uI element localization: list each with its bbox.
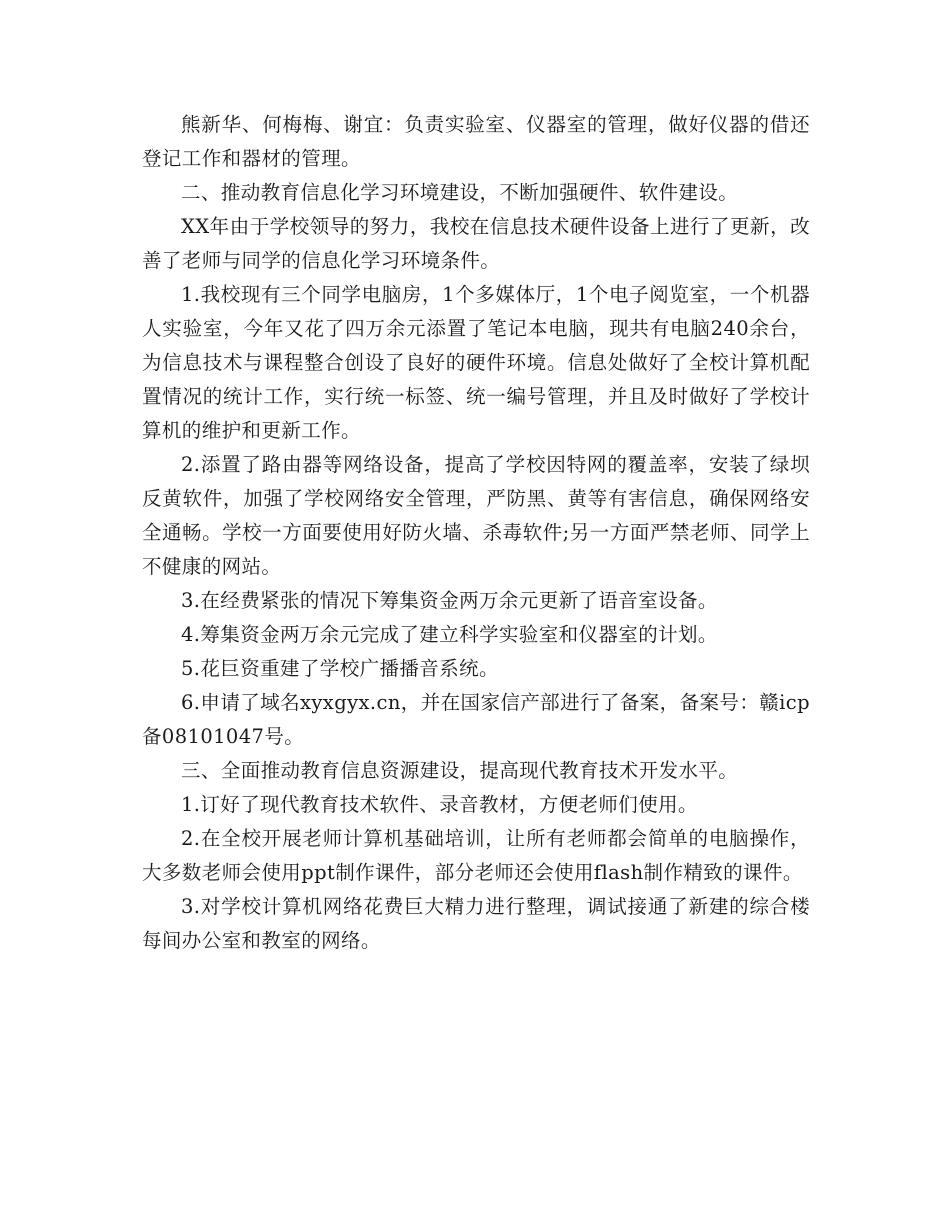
list-item-resources-2: 2.在全校开展老师计算机基础培训，让所有老师都会简单的电脑操作，大多数老师会使用ppt制作课件，部分老师还会使用flash制作精致的课件。: [142, 827, 810, 884]
list-item-hardware-3: 3.在经费紧张的情况下筹集资金两万余元更新了语音室设备。: [181, 589, 718, 612]
section-heading-2: 二、推动教育信息化学习环境建设，不断加强硬件、软件建设。: [181, 181, 739, 204]
list-item-hardware-1: 1.我校现有三个同学电脑房，1个多媒体厅，1个电子阅览室，一个机器人实验室，今年又花了四万余元添置了笔记本电脑，现共有电脑240余台，为信息技术与课程整合创设了良好的硬件环境。信息处做好了全校计算机配置情况的统计工作，实行统一标签、统一编号管理，并且及时做好了学校计算机的维护和更新工作。: [142, 283, 810, 442]
section-heading-3: 三、全面推动教育信息资源建设，提高现代教育技术开发水平。: [181, 759, 739, 782]
list-item-hardware-2: 2.添置了路由器等网络设备，提高了学校因特网的覆盖率，安装了绿坝反黄软件，加强了学校网络安全管理，严防黑、黄等有害信息，确保网络安全通畅。学校一方面要使用好防火墙、杀毒软件;另一方面严禁老师、同学上不健康的网站。: [142, 453, 810, 578]
paragraph-staff-duties: 熊新华、何梅梅、谢宜：负责实验室、仪器室的管理，做好仪器的借还登记工作和器材的管理。: [142, 113, 810, 170]
document-body: [142, 108, 810, 958]
list-item-hardware-5: 5.花巨资重建了学校广播播音系统。: [181, 657, 499, 680]
list-item-resources-3: 3.对学校计算机网络花费巨大精力进行整理，调试接通了新建的综合楼每间办公室和教室的网络。: [142, 895, 810, 952]
paragraph-intro: XX年由于学校领导的努力，我校在信息技术硬件设备上进行了更新，改善了老师与同学的信息化学习环境条件。: [142, 215, 810, 272]
list-item-hardware-4: 4.筹集资金两万余元完成了建立科学实验室和仪器室的计划。: [181, 623, 718, 646]
list-item-hardware-6: 6.申请了域名xyxgyx.cn，并在国家信产部进行了备案，备案号：赣icp备08101047号。: [142, 691, 810, 748]
list-item-resources-1: 1.订好了现代教育技术软件、录音教材，方便老师们使用。: [181, 793, 698, 816]
